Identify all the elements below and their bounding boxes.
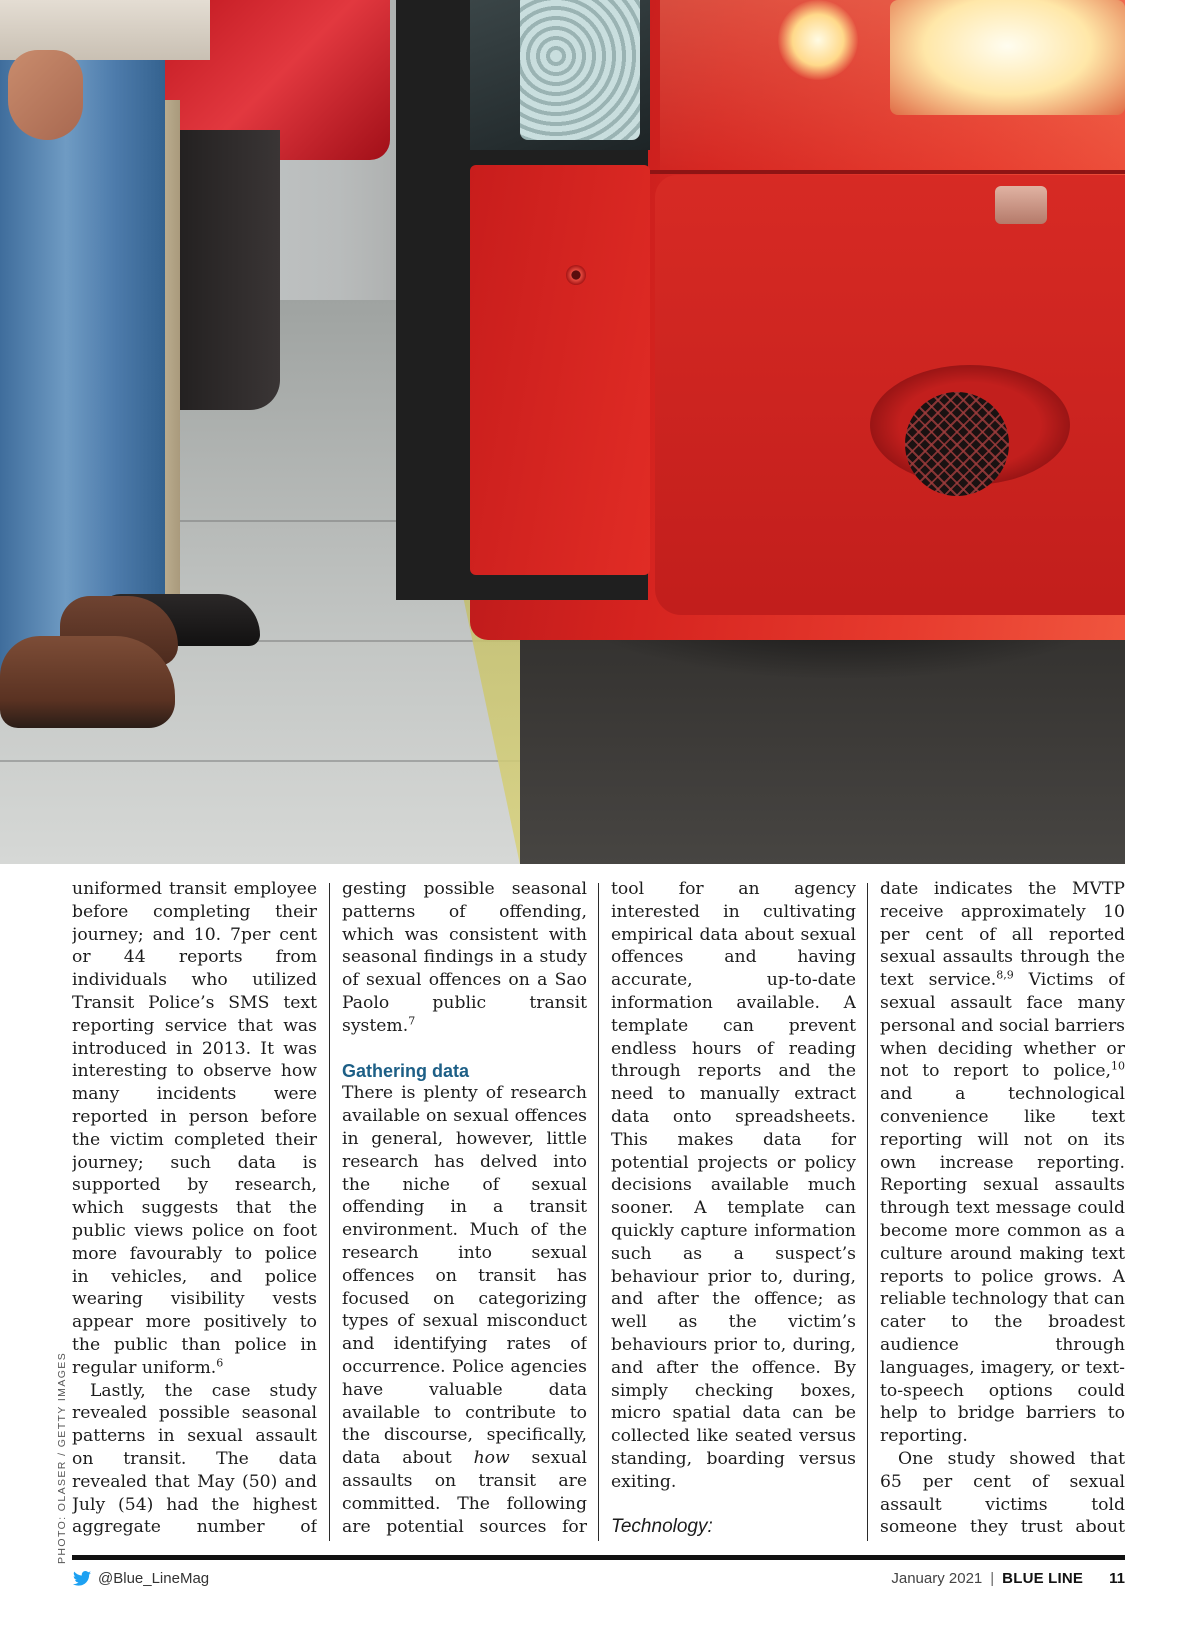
footnote-ref: 6 [216, 1356, 224, 1369]
footnote-ref: 7 [408, 1014, 416, 1028]
twitter-handle-link[interactable] [72, 1570, 209, 1587]
bus-door-panel [470, 165, 650, 575]
hero-photo [0, 0, 1125, 864]
article-column-1 [72, 878, 317, 1538]
brown-shoe [0, 636, 175, 728]
paragraph: gesting possible seasonal patterns of offending, which was consistent with seasonal findings in a study of sexual offences on a Sao Paolo public transit system.$^7$ [342, 879, 587, 1036]
page-footer [72, 1568, 1125, 1592]
bus-door-bolt [566, 265, 586, 285]
twitter-bird-icon [72, 1571, 92, 1586]
subsection-heading: Technology: [611, 1515, 713, 1537]
commuter-hand [8, 50, 83, 140]
twitter-handle: @Blue_LineMag [98, 1570, 210, 1587]
paragraph: Lastly, the case study revealed possible seasonal patterns in sexual assault on transit. The data revealed that May (50) and July (54) had the highest aggregate number of [72, 1380, 317, 1538]
footnote-ref: 10 [1111, 1059, 1125, 1073]
footnote-ref: 8,9 [996, 968, 1014, 982]
paragraph: uniformed transit employee before completing their journey; and 10. 7per cent or 44 reports from individuals who utilized Transit Police’s SMS text reporting service that was introduced in 2013. It was interesting to observe how many incidents were reported in person before the victim completed their journey; such data is supported by research, which suggests that the public views police on foot more favourably to police in vehicles, and police wearing visibility vests appear more positively to the public than police in regular uniform.$^6$ [72, 879, 317, 1378]
bus-headlight-rect [890, 0, 1125, 115]
emphasis: how [473, 1448, 510, 1469]
magazine-name: BLUE LINE [1002, 1570, 1084, 1587]
page-number: 11 [1109, 1570, 1125, 1587]
article-column-4 [880, 878, 1125, 1538]
article-column-2 [342, 878, 587, 1538]
bus-door-glass [520, 0, 640, 140]
paragraph: There is plenty of research available on sexual offences in general, however, little research has delved into the niche of sexual offending in a transit environment. Much of the research into sexual offences on transit has focused on categorizing types of sexual misconduct and identifying rates of occurrence. Police agencies have valuable data available to contribute to the discourse, specifically, data about how sexual assaults on transit are committed. The following are potential sources for [342, 1083, 587, 1537]
footer-rule [72, 1555, 1125, 1560]
article-column-3 [611, 878, 856, 1538]
bus-panel-seam [650, 170, 1125, 174]
bus-tow-hook [995, 186, 1047, 224]
bus-vent-grille [905, 392, 1009, 496]
bus-headlight-round [778, 0, 858, 80]
paragraph: One study showed that 65 per cent of sexual assault victims told someone they trust about [880, 1448, 1125, 1538]
folio-separator: | [990, 1570, 995, 1587]
article-body [0, 878, 1125, 1548]
page-folio [891, 1570, 1125, 1587]
photo-credit: PHOTO: OLASER / GETTY IMAGES [56, 1351, 68, 1564]
issue-date: January 2021 [891, 1570, 983, 1587]
platform-tile-line [0, 760, 560, 762]
paragraph: tool for an agency interested in cultivating empirical data about sexual offences and having accurate, up-to-date information available. A template can prevent endless hours of reading through reports and the need to manually extract data onto spreadsheets. This makes data for potential projects or policy decisions available much sooner. A template can quickly capture information such as a suspect’s behaviour prior to, during, and after the offence; as well as the victim’s behaviours prior to, during, and after the offence. By simply checking boxes, micro spatial data can be collected like seated versus standing, boarding versus exiting. [611, 879, 856, 1492]
paragraph: date indicates the MVTP receive approximately 10 per cent of all reported sexual assaults through the text service.$^{8,9}$ Victims of sexual assault face many personal and social barriers when deciding whether or not to report to police,$^{10}$ and a technological convenience like text reporting will not on its own increase reporting. Reporting sexual assaults through text message could become more common as a culture around making text reports to police grows. A reliable technology that can cater to the broadest audience through languages, imagery, or text-to-speech options could help to bridge barriers to reporting. [880, 879, 1125, 1447]
section-heading: Gathering data [342, 1060, 470, 1081]
